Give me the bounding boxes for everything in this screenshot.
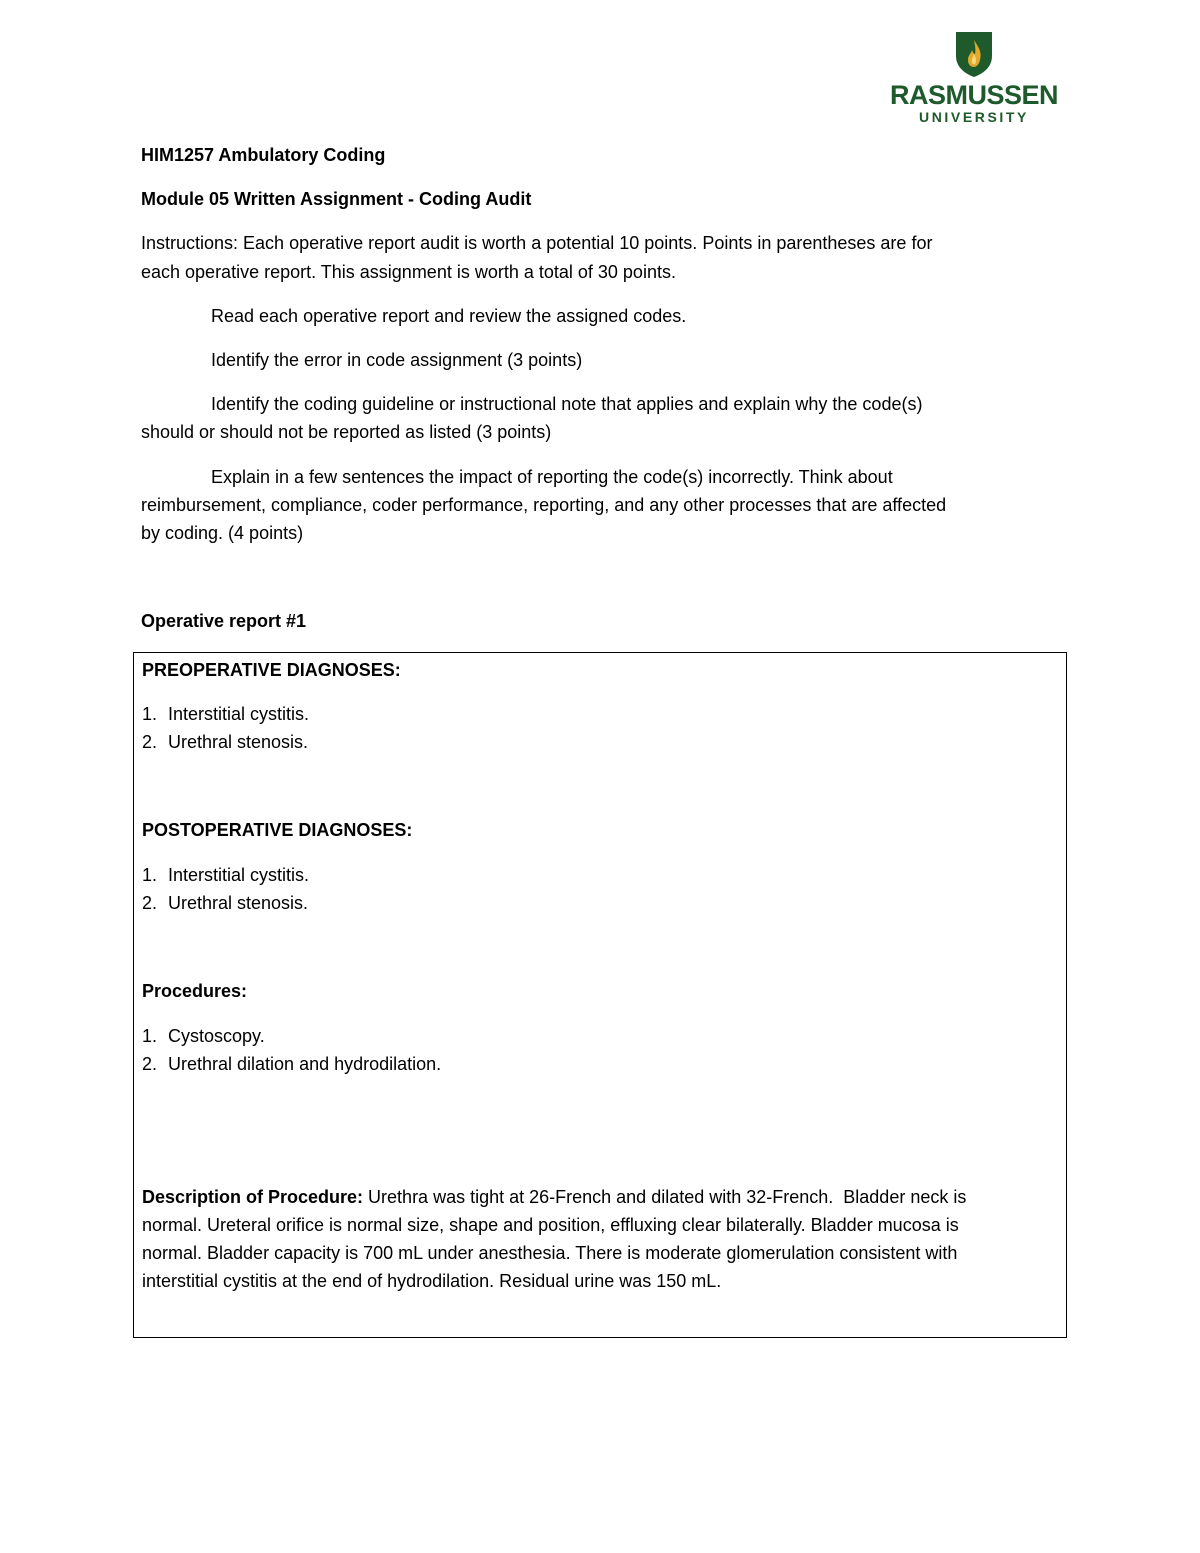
instruction-step-3-line-1: Identify the coding guideline or instructional note that applies and explain why the code(s) — [211, 394, 923, 414]
list-item — [142, 889, 308, 917]
description-text: Urethra was tight at 26-French and dilated with 32-French. Bladder neck is — [363, 1187, 967, 1207]
instruction-step-4-line-2: reimbursement, compliance, coder performance, reporting, and any other processes that are affected — [141, 495, 947, 515]
postop-heading: POSTOPERATIVE DIAGNOSES: — [142, 820, 413, 840]
operative-report-box — [133, 652, 1067, 1338]
university-logo — [884, 30, 1064, 130]
list-text: Urethral dilation and hydrodilation. — [168, 1054, 442, 1074]
report-title: Operative report #1 — [141, 611, 307, 631]
course-title: HIM1257 Ambulatory Coding — [141, 145, 386, 165]
instruction-step-3-line-2: should or should not be reported as listed (3 points) — [141, 422, 552, 442]
logo-wordmark: RASMUSSEN — [889, 80, 1059, 110]
description-line-3: normal. Bladder capacity is 700 mL under anesthesia. There is moderate glomerulation consistent with — [142, 1243, 958, 1263]
assignment-title: Module 05 Written Assignment - Coding Audit — [141, 189, 532, 209]
instruction-step-4-line-3: by coding. (4 points) — [141, 523, 304, 543]
instructions-line-2: each operative report. This assignment is worth a total of 30 points. — [141, 262, 676, 282]
list-text: Cystoscopy. — [168, 1026, 265, 1046]
preop-heading: PREOPERATIVE DIAGNOSES: — [142, 660, 401, 680]
list-text: Interstitial cystitis. — [168, 704, 310, 724]
list-number: 2. — [142, 893, 158, 913]
logo-subtitle: UNIVERSITY — [918, 109, 1029, 125]
list-item — [142, 1022, 265, 1050]
shield-flame-icon — [954, 30, 994, 78]
list-text: Urethral stenosis. — [168, 732, 309, 752]
list-number: 1. — [142, 865, 158, 885]
instructions-line-1: Instructions: Each operative report audit is worth a potential 10 points. Points in parentheses are for — [141, 233, 933, 253]
list-number: 1. — [142, 1026, 158, 1046]
list-item — [142, 1050, 441, 1078]
description-label: Description of Procedure: — [142, 1187, 364, 1207]
description-line-4: interstitial cystitis at the end of hydrodilation. Residual urine was 150 mL. — [142, 1271, 722, 1291]
list-number: 2. — [142, 732, 158, 752]
list-item — [142, 700, 309, 728]
instruction-step-4-line-1: Explain in a few sentences the impact of reporting the code(s) incorrectly. Think about — [211, 467, 893, 487]
list-text: Urethral stenosis. — [168, 893, 309, 913]
list-number: 1. — [142, 704, 158, 724]
list-item — [142, 728, 308, 756]
list-text: Interstitial cystitis. — [168, 865, 310, 885]
instruction-step-2: Identify the error in code assignment (3 points) — [211, 350, 583, 370]
description-line-1 — [142, 1183, 966, 1211]
list-number: 2. — [142, 1054, 158, 1074]
description-line-2: normal. Ureteral orifice is normal size, shape and position, effluxing clear bilaterally. Bladder mucosa is — [142, 1215, 959, 1235]
instruction-step-1: Read each operative report and review the assigned codes. — [211, 306, 687, 326]
procedures-heading: Procedures: — [142, 981, 248, 1001]
list-item — [142, 861, 309, 889]
